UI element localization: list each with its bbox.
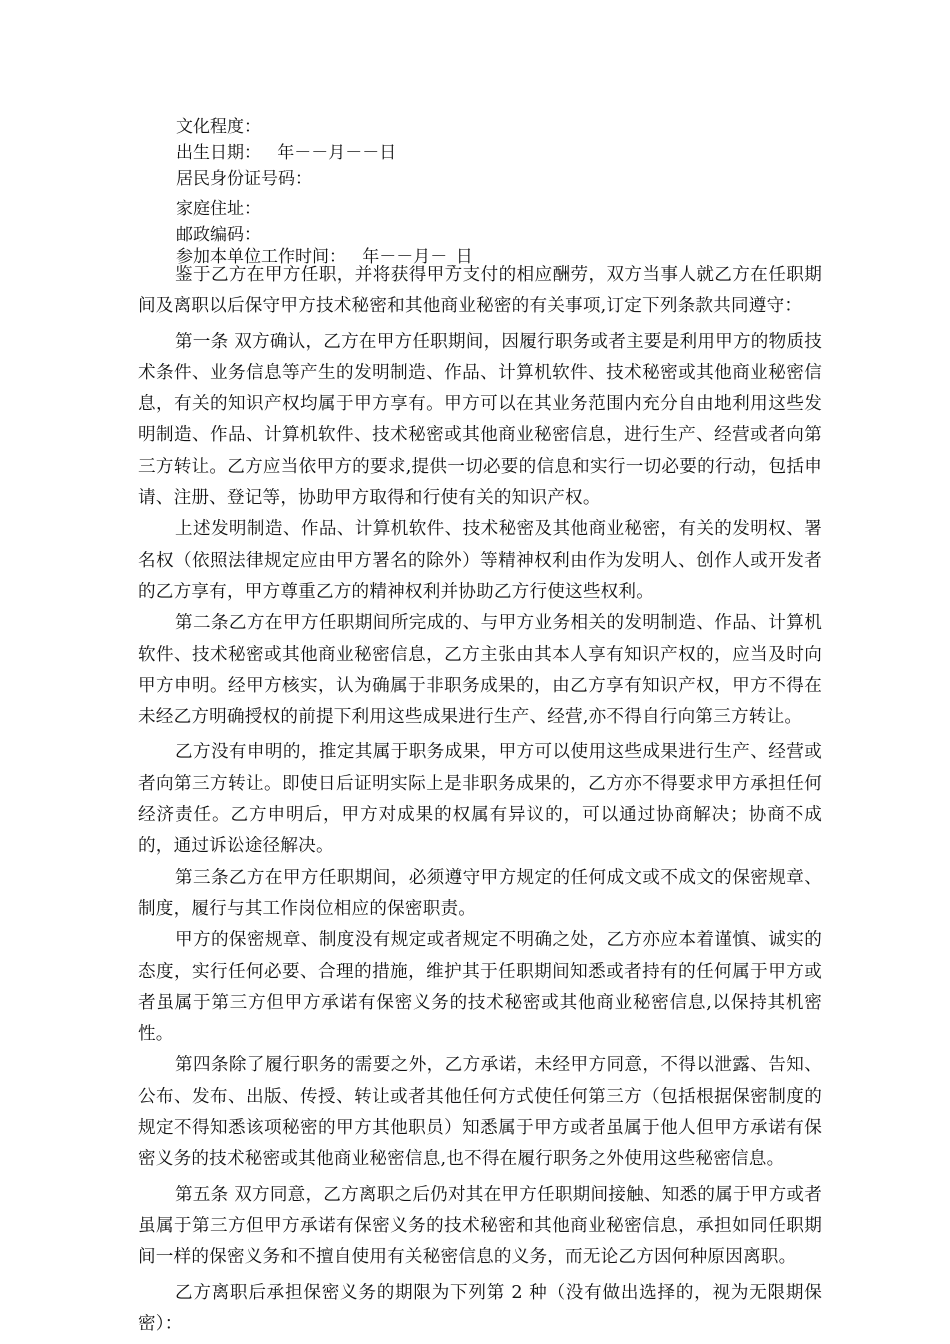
article-2-continued-paragraph: 乙方没有申明的，推定其属于职务成果，甲方可以使用这些成果进行生产、经营或者向第三方转让。即使日后证明实际上是非职务成果的，乙方亦不得要求甲方承担任何经济责任。乙方申明后，甲方对成果的权属有异议的，可以通过协商解决；协商不成的，通过诉讼途径解决。 bbox=[138, 742, 822, 857]
contract-body bbox=[138, 260, 822, 1340]
article-5-paragraph: 第五条 双方同意，乙方离职之后仍对其在甲方任职期间接触、知悉的属于甲方或者虽属于第三方但甲方承诺有保密义务的技术秘密和其他商业秘密信息，承担如同任职期间一样的保密义务和不擅自使用有关秘密信息的义务，而无论乙方因何种原因离职。 bbox=[138, 1184, 822, 1268]
birth-date-field: 出生日期： 年－－月－－日 bbox=[176, 143, 397, 163]
article-2-paragraph: 第二条乙方在甲方任职期间所完成的、与甲方业务相关的发明制造、作品、计算机软件、技术秘密或其他商业秘密信息，乙方主张由其本人享有知识产权的，应当及时向甲方申明。经甲方核实，认为确属于非职务成果的，由乙方享有知识产权，甲方不得在未经乙方明确授权的前提下利用这些成果进行生产、经营,亦不得自行向第三方转让。 bbox=[138, 613, 822, 728]
preamble-paragraph: 鉴于乙方在甲方任职，并将获得甲方支付的相应酬劳，双方当事人就乙方在任职期间及离职以后保守甲方技术秘密和其他商业秘密的有关事项,订定下列条款共同遵守： bbox=[138, 265, 822, 317]
personal-info-block bbox=[176, 114, 473, 270]
article-3-continued-paragraph: 甲方的保密规章、制度没有规定或者规定不明确之处，乙方亦应本着谨慎、诚实的态度，实行任何必要、合理的措施，维护其于任职期间知悉或者持有的任何属于甲方或者虽属于第三方但甲方承诺有保密义务的技术秘密或其他商业秘密信息,以保持其机密性。 bbox=[138, 930, 822, 1045]
home-address-field: 家庭住址： bbox=[176, 199, 261, 219]
article-1-paragraph: 第一条 双方确认，乙方在甲方任职期间，因履行职务或者主要是利用甲方的物质技术条件、业务信息等产生的发明制造、作品、计算机软件、技术秘密或其他商业秘密信息，有关的知识产权均属于甲方享有。甲方可以在其业务范围内充分自由地利用这些发明制造、作品、计算机软件、技术秘密或其他商业秘密信息，进行生产、经营或者向第三方转让。乙方应当依甲方的要求,提供一切必要的信息和实行一切必要的行动，包括申请、注册、登记等，协助甲方取得和行使有关的知识产权。 bbox=[138, 331, 822, 509]
postal-code-field: 邮政编码： bbox=[176, 225, 261, 245]
id-number-field: 居民身份证号码： bbox=[176, 169, 312, 189]
confidentiality-term-paragraph: 乙方离职后承担保密义务的期限为下列第 2 种（没有做出选择的，视为无限期保密）： bbox=[138, 1282, 822, 1334]
join-date-field: 参加本单位工作时间： 年－－月－_日 bbox=[176, 247, 473, 267]
article-1-continued-paragraph: 上述发明制造、作品、计算机软件、技术秘密及其他商业秘密，有关的发明权、署名权（依照法律规定应由甲方署名的除外）等精神权利由作为发明人、创作人或开发者的乙方享有，甲方尊重乙方的精神权利并协助乙方行使这些权利。 bbox=[138, 519, 822, 602]
education-field: 文化程度： bbox=[176, 117, 261, 137]
article-4-paragraph: 第四条除了履行职务的需要之外，乙方承诺，未经甲方同意，不得以泄露、告知、公布、发布、出版、传授、转让或者其他任何方式使任何第三方（包括根据保密制度的规定不得知悉该项秘密的甲方其他职员）知悉属于甲方或者虽属于他人但甲方承诺有保密义务的技术秘密或其他商业秘密信息,也不得在履行职务之外使用这些秘密信息。 bbox=[138, 1055, 822, 1170]
article-3-paragraph: 第三条乙方在甲方任职期间，必须遵守甲方规定的任何成文或不成文的保密规章、制度，履行与其工作岗位相应的保密职责。 bbox=[138, 867, 822, 919]
